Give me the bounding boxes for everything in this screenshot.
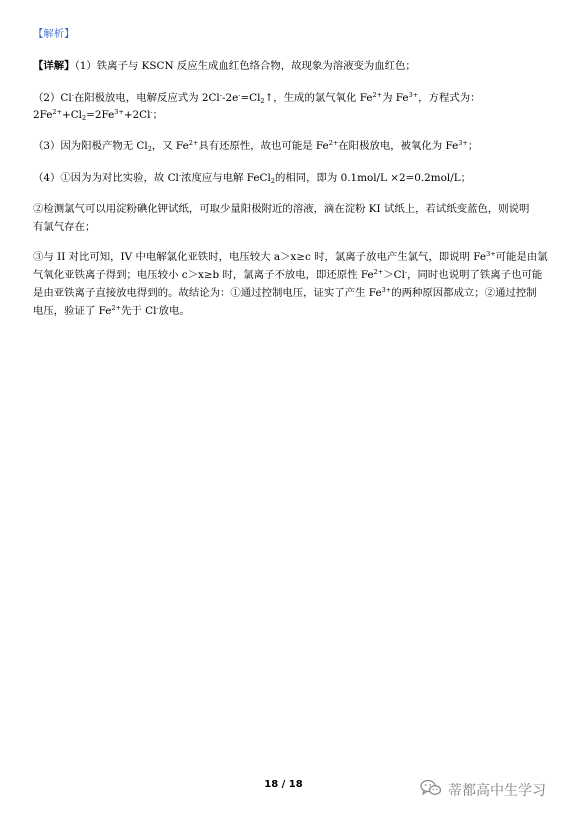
text-run: 2Fe [33,109,53,121]
subscript: 2 [260,97,265,105]
text-run: 具有还原性，故也可能是 Fe [198,140,329,152]
superscript: - [71,91,74,99]
text-run: 为 Fe [382,92,409,104]
text-run: 在阳极放电，电解反应式为 2Cl [73,92,220,104]
text-run: ＞Cl [383,269,405,281]
text-run: 是由亚铁离子直接放电得到的。故结论为：①通过控制电压，证实了产生 Fe [33,287,382,299]
text-run: ，同时也说明了铁离子也可能 [407,269,543,281]
text-run: 的两种原因都成立；②通过控制 [391,287,537,299]
text-run: +Cl [62,109,82,121]
superscript: 3+ [408,91,419,99]
chat-bubbles-icon [420,779,442,801]
text-run: 在阳极放电，被氧化为 Fe [338,140,459,152]
superscript: - [238,91,241,99]
paragraph-6-line-2 [33,268,542,282]
superscript: 2+ [373,268,384,276]
superscript: 3+ [114,108,124,116]
superscript: 2+ [111,304,122,312]
paragraph-1 [33,59,416,73]
text-run: ，又 Fe [151,140,189,152]
page-number: 18 / 18 [264,779,303,790]
text-run: =Cl [240,92,261,104]
superscript: 2+ [52,108,62,116]
superscript: - [150,108,153,116]
subscript: 2 [81,114,87,122]
detail-bracket: 【详解】 [33,60,75,72]
paragraph-6-line-4 [33,304,190,318]
text-run: 气氧化亚铁离子得到；电压较小 c＞x≥b 时，氯离子不放电，即还原性 Fe [33,269,374,281]
text-run: +2Cl [123,109,151,121]
text-run: ③与 II 对比可知，IV 中电解氯化亚铁时，电压较大 a＞x≥c 时，氯离子放电产生氯气，即说明 Fe [33,251,487,263]
text-run: -2e [221,92,239,104]
text-run: 电压，验证了 Fe [33,305,112,317]
paragraph-6-line-3 [33,286,537,300]
text-run: 放电。 [158,305,190,317]
text-run: =2Fe [86,109,115,121]
text-run: 浓度应与电解 FeCl [181,172,271,184]
watermark-text: 蒂都高中生学习 [448,783,546,799]
paragraph-4 [33,171,471,185]
superscript: - [178,171,182,179]
superscript: 3+ [458,139,468,147]
section-tag: 【解析】 [33,28,75,40]
text-run: ； [467,140,479,152]
superscript: 2+ [328,139,339,147]
superscript: 3+ [486,250,496,258]
superscript: 2+ [188,139,199,147]
superscript: 2+ [372,91,383,99]
paragraph-1-text: （1）铁离子与 KSCN 反应生成血红色络合物，故现象为溶液变为血红色； [74,60,416,72]
text-run: 先于 Cl [121,305,157,317]
superscript: - [404,268,408,276]
paragraph-5-line-1: ②检测氯气可以用淀粉碘化钾试纸，可取少量阳极附近的溶液，滴在淀粉 KI 试纸上，若试纸变蓝色，则说明 [33,203,530,215]
superscript: - [219,91,222,99]
text-run: （3）因为阳极产物无 Cl [33,140,148,152]
paragraph-2 [33,91,481,105]
paragraph-6-line-1 [33,250,548,264]
text-run: 可能是由氯 [495,251,548,263]
subscript: 2 [147,145,152,153]
text-run: （4）①因为为对比实验，故 Cl [33,172,179,184]
text-run: ↑，生成的氯气氧化 Fe [264,92,373,104]
superscript: - [156,304,159,312]
text-run: ； [152,109,164,121]
text-run: （2）Cl [33,92,72,104]
paragraph-3 [33,139,478,153]
subscript: 2 [270,177,275,185]
text-run: ，方程式为： [418,92,481,104]
text-run: 的相同，即为 0.1mol/L ×2=0.2mol/L； [274,172,472,184]
paragraph-5-line-2: 有氯气存在； [33,221,96,233]
watermark [420,779,546,801]
superscript: 3+ [381,286,392,294]
paragraph-2-equation [33,108,163,122]
